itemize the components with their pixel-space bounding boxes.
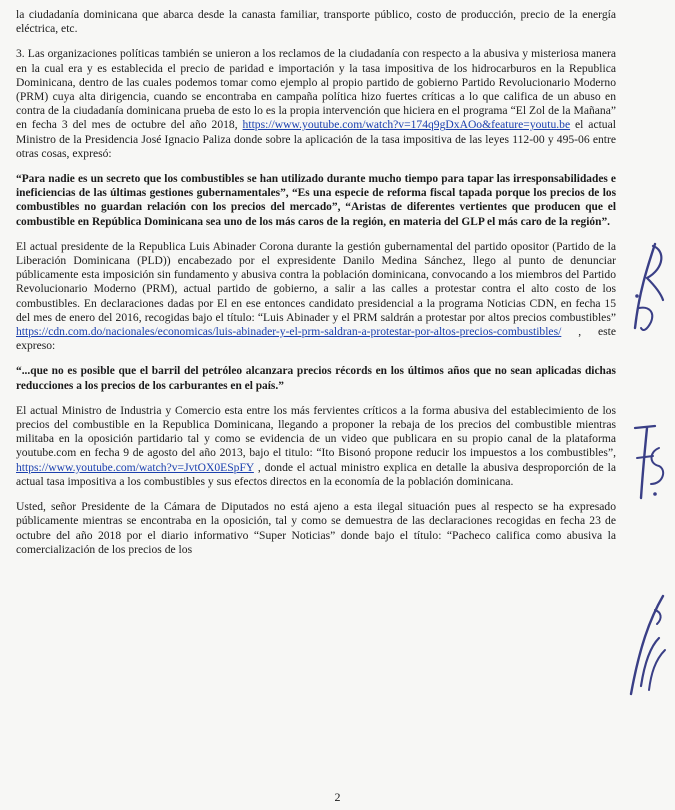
paragraph-point-3 bbox=[16, 47, 616, 161]
youtube-link-paliza[interactable]: https://www.youtube.com/watch?v=174q9gDxAOo&feature=youtu.be bbox=[242, 118, 571, 132]
paragraph-text: el actual Ministro de la Presidencia José Ignacio Paliza donde sobre la aplicación de la tasa impositiva de las leyes 112-00 y 495-06 entre otras cosas, expresó: bbox=[16, 118, 616, 160]
paragraph-pacheco bbox=[16, 500, 616, 557]
quote-text: “Para nadie es un secreto que los combustibles se han utilizado durante mucho tiempo para tapar las irresponsabilidades e ineficiencias de las últimas gestiones gubernamentales”, “Es una especie de reforma fiscal tapada porque los precios de los combustibles no guardan relación con los precios del mercado”, “Aristas de diferentes vertientes que producen que el combustible en República Dominicana sea uno de los más caros de la región, en materia del GLP el más caro de la región”. bbox=[16, 173, 616, 228]
quote-text: “...que no es posible que el barril del petróleo alcanzara precios récords en los últimos años que no sean aplicadas dichas reducciones a los precios de los carburantes en el país.” bbox=[16, 365, 616, 392]
quote-paliza bbox=[16, 172, 616, 229]
cdn-link-abinader[interactable]: https://cdn.com.do/nacionales/economicas/luis-abinader-y-el-prm-saldran-a-protestar-por-altos-precios-combustibles/ bbox=[16, 325, 562, 339]
page-number: 2 bbox=[334, 790, 341, 804]
youtube-link-bisono[interactable]: https://www.youtube.com/watch?v=JvtOX0ESpFY bbox=[16, 460, 254, 474]
handwritten-initials-1 bbox=[625, 238, 669, 338]
handwritten-initials-3 bbox=[625, 590, 669, 700]
paragraph-text: 3. Las organizaciones políticas también se unieron a los reclamos de la ciudadanía con respecto a la abusiva y misteriosa manera en la cual era y es establecida el precio de paridad e importación y la tasa impositiva de los hidrocarburos en la Republica Dominicana, dentro de las cuales podemos tomar como ejemplo al propio partido de gobierno Partido Revolucionario Moderno (PRM) cuya alta dirigencia, cuando se encontraba en campaña política hizo fuertes críticas a lo que califica de un abuso en contra de la ciudadanía dominicana prueba de esto lo es la propia intervención que hiciera en el programa “El Zol de la Mañana” en fecha 3 del mes de octubre del año 2018, bbox=[16, 47, 616, 132]
paragraph-text: la ciudadanía dominicana que abarca desde la canasta familiar, transporte público, costo de producción, precio de la energía eléctrica, etc. bbox=[16, 8, 616, 36]
quote-abinader bbox=[16, 364, 616, 392]
handwritten-initials-2 bbox=[625, 418, 669, 508]
paragraph-intro-continuation bbox=[16, 8, 616, 36]
paragraph-text: El actual presidente de la Republica Luis Abinader Corona durante la gestión gubernamental del partido opositor (Partido de la Liberación Dominicana (PLD)) encabezado por el expresidente Danilo Medina Sánchez, llego al punto de denunciar públicamente esta imposición sin fundamento y abusiva contra la población dominicana, convocando a los miembros del Partido Revolucionario Moderno (PRM), actual partido de gobierno, a salir a las calles a protestar contra el alto costo de los combustibles. En declaraciones dadas por El en ese entonces candidato presidencial a la programa Noticias CDN, en fecha 15 del mes de enero del 2016, recogidas bajo el título: “Luis Abinader y el PRM saldrán a protestar por altos precios combustibles” bbox=[16, 239, 616, 324]
paragraph-text: , este expreso: bbox=[16, 325, 616, 353]
paragraph-bisono bbox=[16, 404, 616, 489]
paragraph-text: El actual Ministro de Industria y Comercio esta entre los más fervientes críticos a la forma abusiva del establecimiento de los precios del combustible en la Republica Dominicana, llegando a proponer la rebaja de los precios del combustible mientras militaba en la oposición partidario tal y como se evidencia de un video que publicara en su propio canal de la plataforma youtube.com en fecha 9 de agosto del año 2013, bajo el titulo: “Ito Bisonó propone reducir los impuestos a los combustibles”, bbox=[16, 403, 616, 460]
paragraph-text: Usted, señor Presidente de la Cámara de Diputados no está ajeno a esta ilegal situación pues al respecto se ha expresado públicamente mientras se encontraba en la oposición, tal y como se demuestra de las declaraciones recogidas en fecha 23 de octubre del año 2018 por el diario informativo “Super Noticias” donde bajo el título: “Pacheco califica como abusiva la comercialización de los precios de los bbox=[16, 500, 616, 556]
paragraph-text: , donde el actual ministro explica en detalle la abusiva desproporción de la actual tasa impositiva a los combustibles y sus efectos directos en la economía de la población dominicana. bbox=[16, 460, 616, 488]
paragraph-abinader bbox=[16, 240, 616, 354]
document-body bbox=[16, 8, 616, 568]
